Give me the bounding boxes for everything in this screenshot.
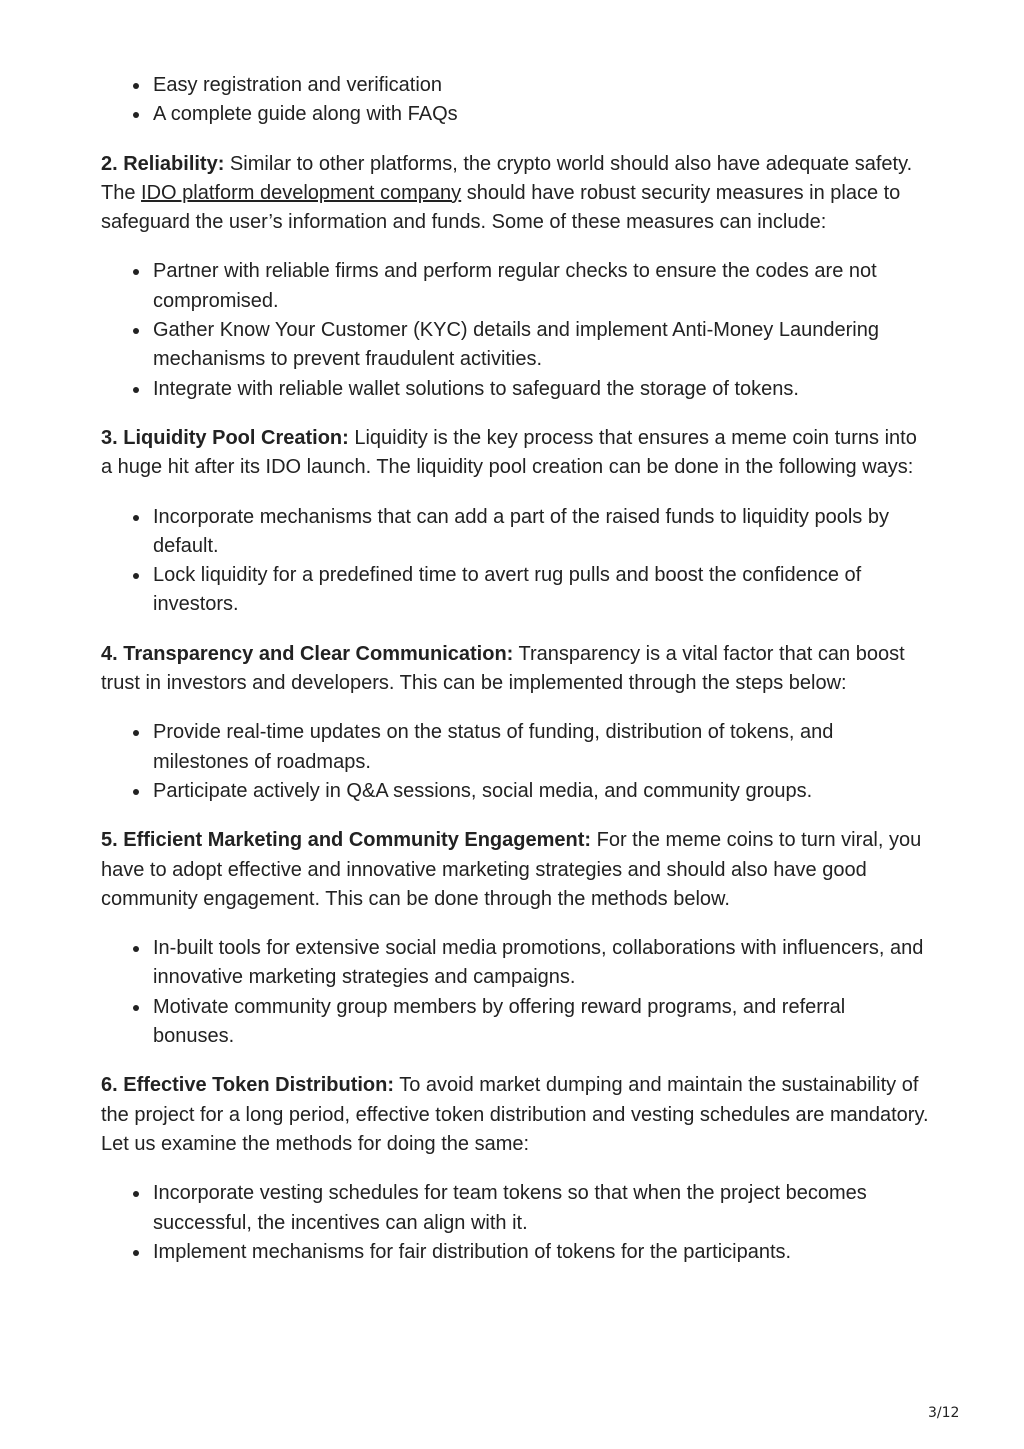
list-item: Incorporate mechanisms that can add a part of the raised funds to liquidity pools by default. [153, 503, 931, 562]
liquidity-bullet-list [101, 503, 931, 620]
list-item: Motivate community group members by offering reward programs, and referral bonuses. [153, 993, 931, 1052]
list-item: Gather Know Your Customer (KYC) details and implement Anti-Money Laundering mechanisms to prevent fraudulent activities. [153, 316, 931, 375]
section-liquidity-paragraph [101, 424, 931, 483]
intro-bullet-list [101, 71, 931, 130]
section-heading: 4. Transparency and Clear Communication: [101, 642, 514, 665]
section-heading: 3. Liquidity Pool Creation: [101, 426, 349, 449]
list-item: Participate actively in Q&A sessions, social media, and community groups. [153, 777, 931, 806]
section-reliability-paragraph [101, 150, 931, 238]
section-heading: 6. Effective Token Distribution: [101, 1074, 394, 1097]
section-token-distribution-paragraph [101, 1071, 931, 1159]
list-item: Implement mechanisms for fair distribution of tokens for the participants. [153, 1238, 931, 1267]
section-heading: 2. Reliability: [101, 152, 225, 175]
page-number: 3/12 [928, 1405, 960, 1421]
ido-platform-link[interactable]: IDO platform development company [141, 181, 462, 204]
list-item: A complete guide along with FAQs [153, 100, 931, 129]
list-item: Partner with reliable firms and perform regular checks to ensure the codes are not compromised. [153, 257, 931, 316]
document-page [101, 71, 931, 1267]
list-item: Provide real-time updates on the status of funding, distribution of tokens, and milestones of roadmaps. [153, 718, 931, 777]
list-item: Integrate with reliable wallet solutions to safeguard the storage of tokens. [153, 375, 931, 404]
list-item: Easy registration and verification [153, 71, 931, 100]
section-text: To avoid market dumping and maintain the sustainability of the project for a long period, effective token distribution and vesting schedules are mandatory. Let us examine the methods for doing the same: [101, 1074, 929, 1155]
transparency-bullet-list [101, 718, 931, 806]
marketing-bullet-list [101, 934, 931, 1051]
section-marketing-paragraph [101, 826, 931, 914]
section-text: should have robust security measures in place to safeguard the user’s information and funds. Some of these measures can include: [101, 181, 901, 234]
token-distribution-bullet-list [101, 1179, 931, 1267]
section-text: Liquidity is the key process that ensures a meme coin turns into a huge hit after its IDO launch. The liquidity pool creation can be done in the following ways: [101, 426, 917, 479]
list-item: Lock liquidity for a predefined time to avert rug pulls and boost the confidence of investors. [153, 561, 931, 620]
section-text: Transparency is a vital factor that can boost trust in investors and developers. This can be implemented through the steps below: [101, 642, 905, 695]
section-transparency-paragraph [101, 640, 931, 699]
list-item: In-built tools for extensive social media promotions, collaborations with influencers, and innovative marketing strategies and campaigns. [153, 934, 931, 993]
list-item: Incorporate vesting schedules for team tokens so that when the project becomes successful, the incentives can align with it. [153, 1179, 931, 1238]
section-heading: 5. Efficient Marketing and Community Engagement: [101, 829, 592, 852]
section-text: For the meme coins to turn viral, you have to adopt effective and innovative marketing strategies and should also have good community engagement. This can be done through the methods below. [101, 829, 922, 910]
reliability-bullet-list [101, 257, 931, 403]
section-text: Similar to other platforms, the crypto world should also have adequate safety. The [101, 152, 913, 204]
